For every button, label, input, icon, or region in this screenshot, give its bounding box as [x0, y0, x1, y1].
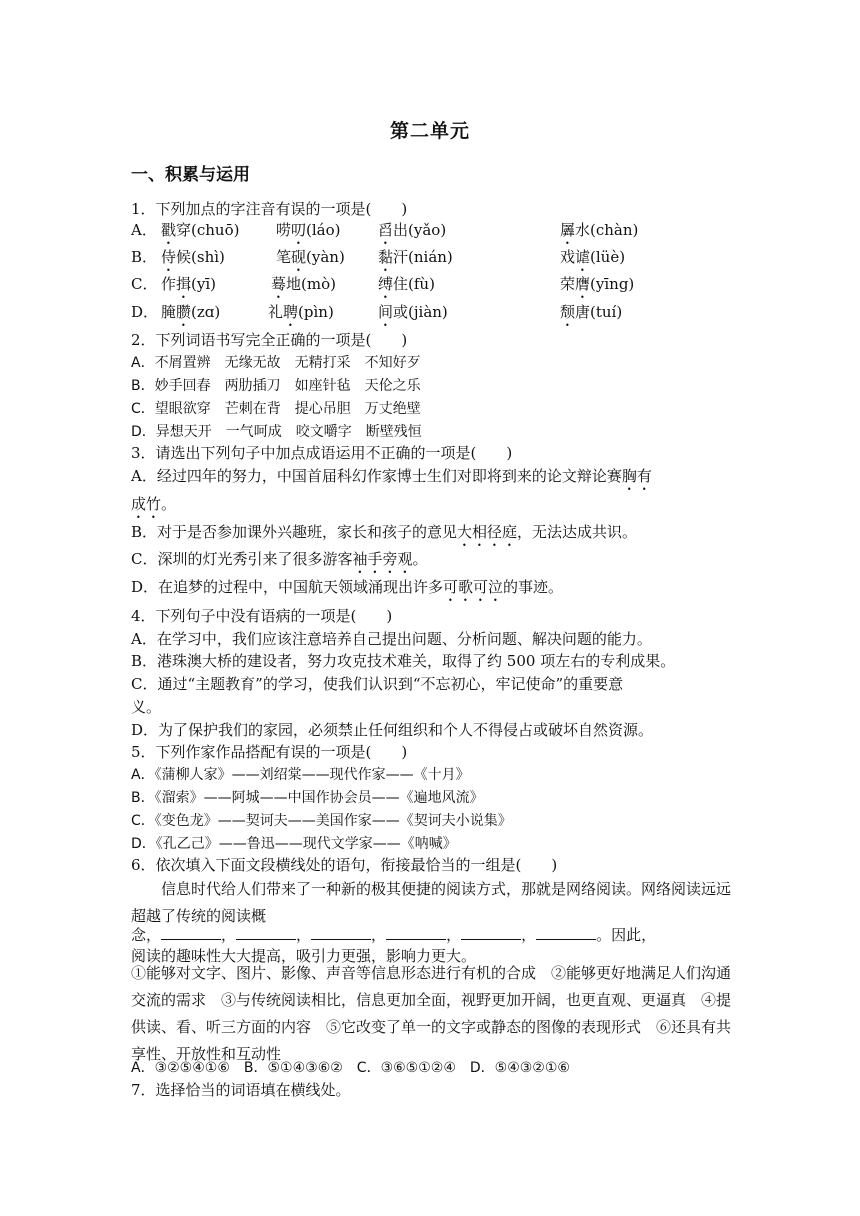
unit-title: 第二单元 [389, 120, 470, 142]
q5-option-a: A．《蒲柳人家》——刘绍棠——现代作家——《十月》 [131, 767, 470, 783]
sep: ， [296, 926, 312, 944]
q1-b-item-4: 戏谑(lüè) [560, 248, 626, 266]
q6-passage-line1: 信息时代给人们带来了一种新的极其便捷的阅读方式，那就是网络阅读。网络阅读远远超越了传统的阅读概 [131, 880, 732, 925]
q2-stem: 2．下列词语书写完全正确的一项是( ) [131, 331, 408, 349]
q1-b-item-1: 侍候(shì) [161, 248, 225, 266]
q3-d-idiom: 可歌可泣 [443, 578, 504, 596]
q4-option-c-line2: 义。 [131, 698, 162, 716]
q6-stem: 6．依次填入下面文段横线处的语句，衔接最恰当的一组是( ) [131, 856, 558, 874]
q5-option-c: C．《变色龙》——契诃夫——美国作家——《契诃夫小说集》 [131, 813, 512, 829]
q3-c-idiom: 袖手旁观 [352, 550, 413, 568]
q3-option-a-line1 [131, 466, 652, 494]
q1-b-item-3: 黏汗(nián) [378, 248, 453, 266]
q1-d-item-3: 间或(jiàn) [378, 303, 448, 321]
q4-option-a: A．在学习中，我们应该注意培养自己提出问题、分析问题、解决问题的能力。 [131, 630, 652, 648]
q4-stem: 4．下列句子中没有语病的一项是( ) [131, 607, 393, 625]
q4-option-b: B．港珠澳大桥的建设者，努力攻克技术难关，取得了约 500 项左右的专利成果。 [131, 652, 676, 670]
q1-d-item-1: 腌臜(zɑ) [161, 303, 221, 321]
q6-passage-line3: 阅读的趣味性大大提高，吸引力更强，影响力更大。 [131, 947, 477, 965]
q1-a-item-4: 羼水(chàn) [560, 221, 639, 239]
blank-1[interactable] [161, 925, 221, 940]
q3-stem: 3．请选出下列句子中加点成语运用不正确的一项是( ) [131, 444, 513, 462]
q1-b-item-2: 笔砚(yàn) [276, 248, 345, 266]
blank-4[interactable] [386, 925, 446, 940]
q3-b-end: ，无法达成共识。 [517, 523, 638, 541]
q4-option-c-line1: C．通过“主题教育”的学习，使我们认识到“不忘初心，牢记使命”的重要意 [131, 675, 624, 693]
q1-a-letter: A． [131, 221, 157, 239]
q6-passage-start: 念， [131, 926, 162, 944]
q2-option-a: A．不屑置辨 无缘无故 无精打采 不知好歹 [131, 355, 421, 371]
q6-answers: A．③②⑤④①⑥ B．⑤①④③⑥② C．③⑥⑤①②④ D．⑤④③②①⑥ [131, 1060, 570, 1076]
q1-c-letter: C． [131, 275, 158, 293]
q1-stem: 1．下列加点的字注音有误的一项是( ) [131, 200, 408, 218]
sep: ， [371, 926, 387, 944]
q5-stem: 5．下列作家作品搭配有误的一项是( ) [131, 743, 408, 761]
q3-d-text: D．在追梦的过程中，中国航天领域涌现出许多 [131, 578, 444, 596]
q3-b-idiom: 大相径庭 [457, 523, 518, 541]
q3-option-a-line2 [131, 494, 176, 522]
section-heading: 一、积累与运用 [131, 165, 250, 185]
q1-d-item-2: 礼聘(pìn) [268, 303, 334, 321]
q1-c-item-1: 作揖(yī) [161, 275, 217, 293]
q1-a-item-3: 舀出(yǎo) [378, 221, 447, 239]
q3-c-end: 。 [412, 550, 428, 568]
q1-c-item-2: 蓦地(mò) [271, 275, 336, 293]
q7-stem: 7．选择恰当的词语填在横线处。 [131, 1081, 351, 1099]
q1-a-item-2: 唠叨(láo) [276, 221, 341, 239]
q1-d-item-4: 颓唐(tuí) [560, 303, 623, 321]
q3-a-idiom-part2: 成竹 [131, 495, 162, 513]
q3-c-text: C．深圳的灯光秀引来了很多游客 [131, 550, 353, 568]
q6-choices: ①能够对文字、图片、影像、声音等信息形态进行有机的合成 ②能够更好地满足人们沟通交流的需求 ③与传统阅读相比，信息更加全面，视野更加开阔，也更直观、更逼真 ④提供读、看、听三方面的内容 ⑤它改变了单一的文字或静态的图像的表现形式 ⑥还具有共享性、开放性和互动性 [131, 964, 732, 1063]
q6-passage-line2 [131, 925, 656, 945]
sep: ， [446, 926, 462, 944]
q4-option-d: D．为了保护我们的家园，必须禁止任何组织和个人不得侵占或破坏自然资源。 [131, 721, 654, 739]
q2-option-b: B．妙手回春 两肋插刀 如座针毡 天伦之乐 [131, 378, 421, 394]
blank-2[interactable] [236, 925, 296, 940]
q3-option-c [131, 549, 428, 577]
q5-option-b: B．《溜索》——阿城——中国作协会员——《遍地风流》 [131, 790, 484, 806]
q3-a-text: A．经过四年的努力，中国首届科幻作家博士生们对即将到来的论文辩论赛 [131, 467, 622, 485]
q3-option-b [131, 522, 637, 550]
q3-a-idiom-part1: 胸有 [621, 467, 652, 485]
q2-option-d: D．异想天开 一气呵成 咬文嚼字 断壁残恒 [131, 424, 422, 440]
q1-c-item-3: 缚住(fù) [378, 275, 435, 293]
q3-b-text: B．对于是否参加课外兴趣班，家长和孩子的意见 [131, 523, 458, 541]
blank-5[interactable] [461, 925, 521, 940]
q2-option-c: C．望眼欲穿 芒刺在背 提心吊胆 万丈绝壁 [131, 401, 421, 417]
q1-a-item-1: 戳穿(chuō) [161, 221, 240, 239]
blank-3[interactable] [311, 925, 371, 940]
q3-d-end: 的事迹。 [503, 578, 564, 596]
q5-option-d: D．《孔乙己》——鲁迅——现代文学家——《呐喊》 [131, 836, 457, 852]
q6-passage-end: 。因此， [596, 926, 657, 944]
q1-c-item-4: 荣膺(yīng) [560, 275, 635, 293]
sep: ， [221, 926, 237, 944]
q1-d-letter: D． [131, 303, 159, 321]
q1-b-letter: B． [131, 248, 158, 266]
q3-option-d [131, 577, 563, 605]
sep: ， [521, 926, 537, 944]
blank-6[interactable] [536, 925, 596, 940]
q3-a-end: 。 [161, 495, 177, 513]
